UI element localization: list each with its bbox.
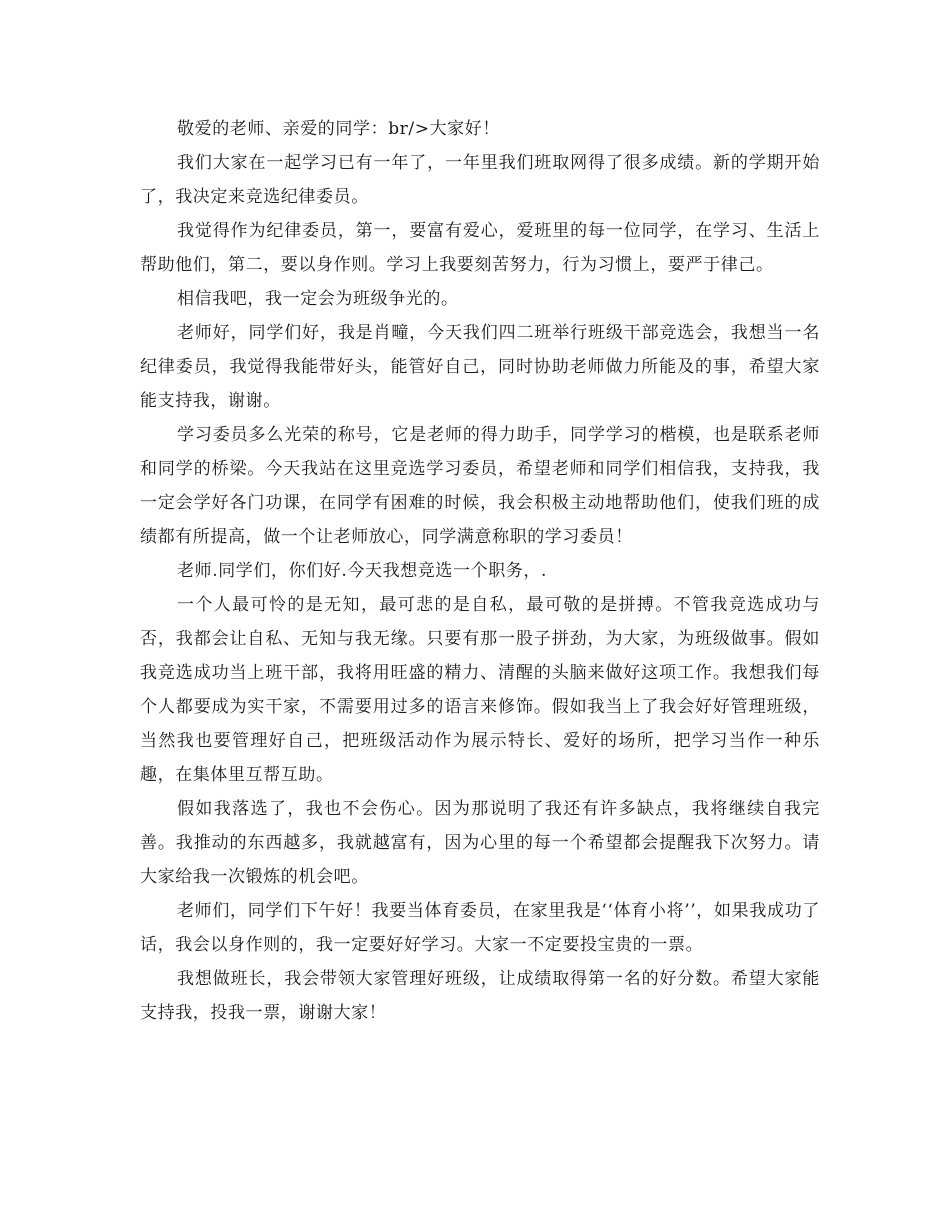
paragraph: 假如我落选了，我也不会伤心。因为那说明了我还有许多缺点，我将继续自我完善。我推动的东西越多，我就越富有，因为心里的每一个希望都会提醒我下次努力。请大家给我一次锻炼的机会吧。 [140, 799, 820, 887]
paragraph: 我想做班长，我会带领大家管理好班级，让成绩取得第一名的好分数。希望大家能支持我，投我一票，谢谢大家！ [140, 969, 820, 1023]
paragraph: 我们大家在一起学习已有一年了，一年里我们班取网得了很多成绩。新的学期开始了，我决定来竞选纪律委员。 [140, 153, 820, 207]
paragraph: 老师.同学们，你们好.今天我想竞选一个职务，. [177, 561, 548, 581]
paragraph: 相信我吧，我一定会为班级争光的。 [177, 289, 459, 309]
document-body [140, 112, 820, 1030]
paragraph: 我觉得作为纪律委员，第一，要富有爱心，爱班里的每一位同学，在学习、生活上帮助他们，第二，要以身作则。学习上我要刻苦努力，行为习惯上，要严于律己。 [140, 221, 820, 275]
paragraph-greeting: 敬爱的老师、亲爱的同学：br/>大家好！ [177, 119, 500, 139]
paragraph: 一个人最可怜的是无知，最可悲的是自私，最可敬的是拼搏。不管我竞选成功与否，我都会让自私、无知与我无缘。只要有那一股子拼劲，为大家，为班级做事。假如我竞选成功当上班干部，我将用旺盛的精力、清醒的头脑来做好这项工作。我想我们每个人都要成为实干家，不需要用过多的语言来修饰。假如我当上了我会好好管理班级，当然我也要管理好自己，把班级活动作为展示特长、爱好的场所，把学习当作一种乐趣，在集体里互帮互助。 [140, 595, 820, 785]
paragraph: 老师们，同学们下午好！我要当体育委员，在家里我是‘‘体育小将’’，如果我成功了话，我会以身作则的，我一定要好好学习。大家一不定要投宝贵的一票。 [140, 901, 820, 955]
paragraph: 老师好，同学们好，我是肖疃，今天我们四二班举行班级干部竞选会，我想当一名纪律委员，我觉得我能带好头，能管好自己，同时协助老师做力所能及的事，希望大家能支持我，谢谢。 [140, 323, 820, 411]
paragraph: 学习委员多么光荣的称号，它是老师的得力助手，同学学习的楷模，也是联系老师和同学的桥梁。今天我站在这里竞选学习委员，希望老师和同学们相信我，支持我，我一定会学好各门功课，在同学有困难的时候，我会积极主动地帮助他们，使我们班的成绩都有所提高，做一个让老师放心，同学满意称职的学习委员！ [140, 425, 820, 547]
